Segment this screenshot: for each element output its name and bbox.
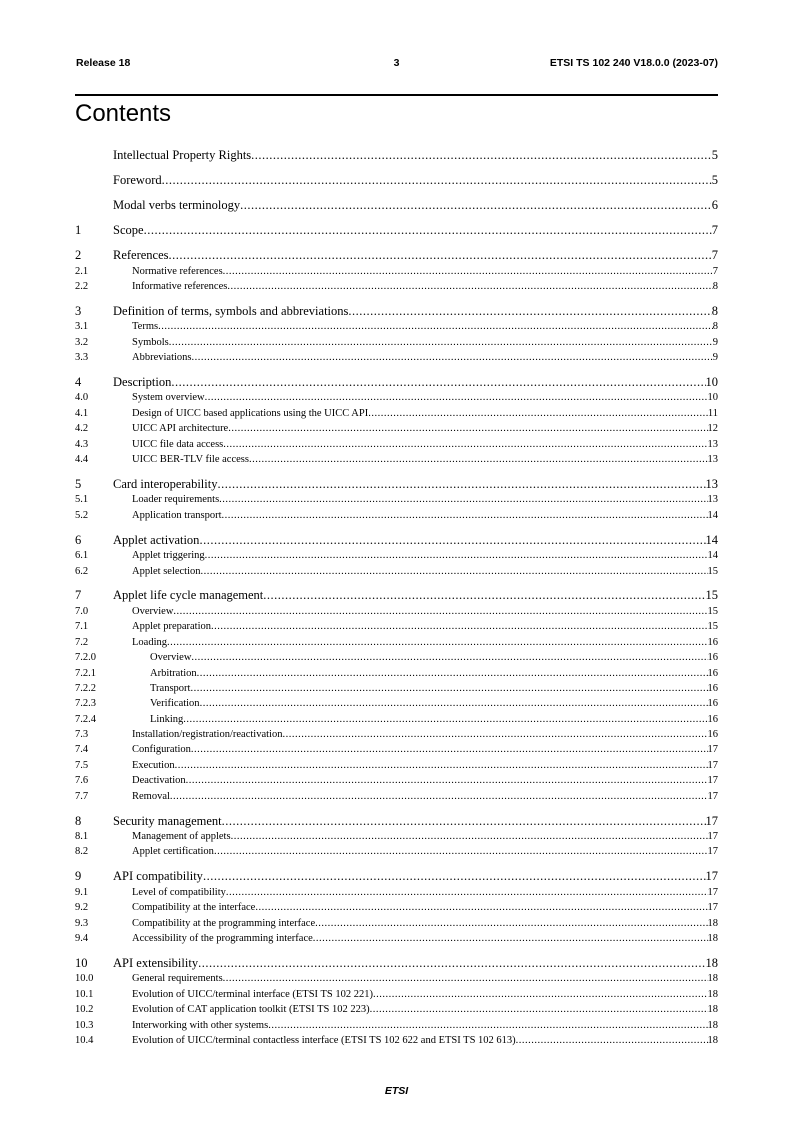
toc-dot-leader	[203, 869, 706, 885]
toc-entry-number: 1	[75, 223, 82, 237]
toc-entry-page: 15	[705, 588, 718, 603]
toc-entry-number: 2.2	[75, 280, 89, 292]
toc-entry-page: 15	[707, 565, 718, 577]
toc-entry-number: 7.6	[75, 775, 89, 787]
toc-entry-title: Loading	[132, 636, 167, 648]
toc-entry[interactable]	[75, 869, 718, 885]
toc-entry-number: 4.3	[75, 438, 89, 450]
toc-dot-leader	[282, 727, 707, 742]
toc-entry-title: Applet preparation	[132, 621, 212, 633]
toc-entry-number: 7.5	[75, 759, 89, 771]
toc-entry-number: 9.1	[75, 886, 89, 898]
toc-dot-leader	[175, 758, 708, 773]
toc-entry-title: Interworking with other systems	[132, 1019, 269, 1031]
toc-entry[interactable]	[75, 437, 718, 452]
toc-entry[interactable]	[75, 681, 718, 696]
toc-entry-title: Accessibility of the programming interface	[132, 933, 313, 944]
toc-dot-leader	[223, 264, 713, 279]
toc-entry-number: 7.3	[75, 729, 89, 741]
toc-entry-number: 9.2	[75, 902, 89, 914]
toc-entry-page: 18	[705, 955, 718, 970]
toc-dot-leader	[240, 198, 712, 214]
toc-entry-title: Verification	[150, 698, 200, 710]
toc-dot-leader	[199, 533, 705, 549]
toc-entry[interactable]	[75, 508, 718, 523]
toc-entry-number: 6.1	[75, 550, 89, 562]
toc-entry-number: 7.2	[75, 636, 89, 648]
toc-entry-number: 4.1	[75, 407, 89, 419]
toc-entry-title: Applet triggering	[132, 550, 205, 562]
toc-entry-number: 7.2.2	[75, 682, 96, 694]
toc-entry[interactable]	[75, 248, 718, 264]
toc-dot-leader	[516, 1033, 708, 1048]
toc-entry-number: 3.1	[75, 321, 89, 333]
toc-entry-page: 13	[707, 454, 718, 466]
toc-entry-number: 9	[75, 869, 82, 884]
toc-entry[interactable]	[75, 198, 718, 214]
toc-entry-page: 18	[707, 988, 718, 1000]
toc-entry-number: 3.3	[75, 352, 89, 364]
toc-entry[interactable]	[75, 335, 718, 350]
toc-entry[interactable]	[75, 548, 718, 563]
toc-entry-title: Configuration	[132, 744, 191, 756]
toc-entry-page: 14	[707, 509, 718, 521]
toc-entry-number: 10.3	[75, 1019, 94, 1031]
toc-entry-page: 17	[707, 790, 718, 802]
toc-entry-number: 4	[75, 374, 82, 389]
toc-entry-number: 7.0	[75, 605, 89, 617]
toc-entry[interactable]	[75, 304, 718, 320]
toc-entry[interactable]	[75, 264, 718, 279]
toc-dot-leader	[211, 619, 707, 634]
toc-entry-title: Execution	[132, 759, 175, 771]
toc-entry-page: 11	[707, 407, 718, 419]
toc-entry-title: Foreword	[113, 173, 162, 187]
toc-entry-number: 7	[75, 588, 82, 603]
toc-entry[interactable]	[75, 742, 718, 757]
toc-entry-page: 17	[707, 744, 718, 756]
toc-entry-title: Compatibility at the interface	[132, 902, 256, 914]
toc-entry-page: 9	[712, 352, 718, 364]
header-document-id: ETSI TS 102 240 V18.0.0 (2023-07)	[549, 57, 718, 69]
toc-entry-number: 9.4	[75, 933, 89, 944]
toc-dot-leader	[263, 588, 705, 604]
toc-dot-leader	[231, 829, 708, 844]
toc-dot-leader	[223, 437, 707, 452]
toc-entry[interactable]	[75, 492, 718, 507]
toc-entry[interactable]	[75, 844, 718, 859]
toc-entry-title: Symbols	[132, 336, 169, 348]
toc-entry-title: Arbitration	[150, 667, 197, 679]
toc-entry-title: Abbreviations	[132, 352, 192, 364]
toc-entry-page: 17	[707, 759, 718, 771]
toc-entry[interactable]	[75, 773, 718, 788]
toc-entry[interactable]	[75, 650, 718, 665]
toc-dot-leader	[191, 650, 707, 665]
toc-entry-title: Description	[113, 374, 172, 389]
toc-entry-title: Normative references	[132, 265, 223, 277]
toc-entry[interactable]	[75, 829, 718, 844]
toc-dot-leader	[200, 696, 708, 711]
toc-dot-leader	[170, 789, 708, 804]
toc-dot-leader	[223, 971, 708, 986]
toc-entry-title: Linking	[150, 713, 184, 725]
toc-dot-leader	[226, 885, 708, 900]
toc-entry-page: 18	[707, 973, 718, 985]
toc-entry-page: 16	[707, 652, 718, 664]
toc-entry[interactable]	[75, 1018, 718, 1033]
toc-entry[interactable]	[75, 696, 718, 711]
toc-entry-number: 10	[75, 955, 88, 970]
toc-dot-leader	[268, 1018, 707, 1033]
toc-entry-number: 7.2.0	[75, 652, 96, 664]
toc-dot-leader	[313, 931, 708, 946]
toc-entry-title: Design of UICC based applications using the UICC API	[132, 407, 369, 419]
toc-entry[interactable]	[75, 477, 718, 493]
toc-entry-title: Card interoperability	[113, 476, 218, 491]
toc-entry-number: 7.2.1	[75, 667, 96, 679]
toc-entry[interactable]	[75, 533, 718, 549]
toc-entry-page: 14	[707, 550, 718, 562]
toc-entry-number: 10.4	[75, 1034, 94, 1046]
page-title: Contents	[75, 100, 172, 127]
toc-entry[interactable]	[75, 712, 718, 727]
toc-dot-leader	[167, 635, 708, 650]
toc-dot-leader	[228, 421, 707, 436]
toc-entry[interactable]	[75, 406, 718, 421]
toc-dot-leader	[197, 666, 708, 681]
toc-dot-leader	[158, 319, 713, 334]
toc-entry-title: Evolution of UICC/terminal interface (ETSI TS 102 221)	[132, 988, 373, 1000]
toc-entry-number: 3	[75, 303, 82, 318]
toc-entry-number: 10.2	[75, 1004, 94, 1016]
toc-entry-page: 17	[707, 846, 718, 858]
toc-dot-leader	[227, 279, 712, 294]
toc-dot-leader	[169, 335, 713, 350]
toc-dot-leader	[217, 477, 705, 493]
toc-entry-page: 16	[707, 698, 718, 710]
toc-entry[interactable]	[75, 564, 718, 579]
toc-entry-title: API compatibility	[113, 869, 203, 884]
toc-entry-title: References	[113, 248, 169, 262]
toc-entry[interactable]	[75, 279, 718, 294]
toc-entry-title: Scope	[113, 223, 144, 237]
toc-entry-page: 18	[707, 933, 718, 944]
toc-entry-page: 16	[707, 682, 718, 694]
toc-entry-page: 13	[707, 494, 718, 506]
toc-entry-title: General requirements	[132, 973, 223, 985]
toc-entry-title: Transport	[150, 682, 191, 694]
toc-entry[interactable]	[75, 421, 718, 436]
toc-dot-leader	[191, 742, 708, 757]
toc-dot-leader	[368, 406, 708, 421]
toc-dot-leader	[201, 564, 708, 579]
toc-entry-title: Modal verbs terminology	[113, 198, 241, 212]
toc-entry-page: 13	[705, 476, 718, 491]
toc-entry-number: 5.1	[75, 494, 89, 506]
toc-entry[interactable]	[75, 1033, 718, 1048]
toc-entry-number: 2.1	[75, 265, 89, 277]
toc-entry[interactable]	[75, 758, 718, 773]
toc-entry[interactable]	[75, 604, 718, 619]
toc-entry-title: Overview	[150, 652, 192, 664]
toc-entry-page: 8	[711, 303, 718, 318]
toc-entry-title: Loader requirements	[132, 494, 220, 506]
toc-entry-page: 8	[712, 321, 718, 333]
toc-entry-number: 4.4	[75, 454, 89, 466]
toc-entry-number: 6	[75, 532, 82, 547]
toc-entry-number: 5	[75, 476, 82, 491]
toc-entry-number: 5.2	[75, 509, 89, 521]
toc-entry-page: 7	[711, 248, 718, 262]
toc-dot-leader	[162, 173, 712, 189]
toc-entry-number: 10.1	[75, 988, 94, 1000]
toc-entry-title: Deactivation	[132, 775, 186, 787]
toc-entry-page: 7	[712, 265, 718, 277]
toc-entry[interactable]	[75, 223, 718, 239]
toc-entry-title: UICC BER-TLV file access	[132, 454, 249, 466]
header-release: Release 18	[76, 57, 131, 69]
toc-entry-page: 16	[707, 729, 718, 741]
toc-entry[interactable]	[75, 789, 718, 804]
toc-entry-title: Evolution of CAT application toolkit (ETSI TS 102 223)	[132, 1004, 370, 1016]
toc-entry-number: 8.2	[75, 846, 89, 858]
toc-entry[interactable]	[75, 635, 718, 650]
toc-entry-title: Intellectual Property Rights	[113, 148, 252, 162]
toc-dot-leader	[249, 452, 708, 467]
toc-dot-leader	[186, 773, 708, 788]
toc-entry[interactable]	[75, 173, 718, 189]
toc-entry[interactable]	[75, 375, 718, 391]
toc-entry-title: Applet selection	[132, 565, 201, 577]
toc-entry-title: Applet activation	[113, 532, 200, 547]
toc-entry-page: 17	[705, 869, 718, 884]
toc-dot-leader	[173, 604, 707, 619]
toc-entry-title: API extensibility	[113, 955, 199, 970]
toc-dot-leader	[315, 916, 707, 931]
toc-entry-title: Overview	[132, 605, 174, 617]
toc-entry[interactable]	[75, 987, 718, 1002]
toc-entry-page: 18	[707, 1004, 718, 1016]
header-rule	[75, 94, 718, 96]
toc-entry-title: UICC file data access	[132, 438, 224, 450]
toc-dot-leader	[214, 844, 708, 859]
toc-entry-number: 4.2	[75, 423, 89, 435]
toc-entry-title: Application transport	[132, 509, 222, 521]
toc-entry[interactable]	[75, 148, 718, 164]
toc-dot-leader	[348, 304, 711, 320]
toc-dot-leader	[205, 548, 708, 563]
toc-entry-title: Evolution of UICC/terminal contactless interface (ETSI TS 102 622 and ETSI TS 102 613)	[132, 1034, 516, 1046]
toc-entry-page: 13	[707, 438, 718, 450]
toc-entry-title: Installation/registration/reactivation	[132, 729, 283, 741]
toc-entry-page: 17	[707, 831, 718, 843]
toc-entry-page: 15	[707, 621, 718, 633]
toc-entry-number: 9.3	[75, 917, 89, 929]
toc-entry-number: 3.2	[75, 336, 89, 348]
toc-dot-leader	[222, 508, 708, 523]
toc-entry[interactable]	[75, 1002, 718, 1017]
toc-entry[interactable]	[75, 350, 718, 365]
toc-entry-title: Definition of terms, symbols and abbreviations	[113, 303, 349, 318]
toc-entry[interactable]	[75, 619, 718, 634]
toc-entry-number: 8.1	[75, 831, 89, 843]
toc-entry[interactable]	[75, 319, 718, 334]
toc-entry-page: 7	[711, 223, 718, 237]
toc-entry-page: 17	[707, 775, 718, 787]
toc-entry-page: 10	[705, 374, 718, 389]
toc-entry-title: UICC API architecture	[132, 423, 229, 435]
toc-entry-number: 7.1	[75, 621, 89, 633]
toc-dot-leader	[144, 223, 712, 239]
toc-entry-page: 9	[712, 336, 718, 348]
toc-dot-leader	[370, 1002, 708, 1017]
toc-dot-leader	[205, 390, 708, 405]
toc-entry[interactable]	[75, 666, 718, 681]
toc-entry-number: 7.2.4	[75, 713, 96, 725]
toc-entry-title: Compatibility at the programming interface	[132, 917, 316, 929]
toc-entry-page: 10	[707, 392, 718, 404]
toc-entry-page: 18	[707, 1034, 718, 1046]
toc-entry-page: 17	[705, 813, 718, 828]
toc-entry-page: 5	[711, 148, 718, 162]
toc-entry-title: Management of applets	[132, 831, 231, 843]
toc-entry[interactable]	[75, 956, 718, 972]
toc-entry-page: 18	[707, 917, 718, 929]
toc-entry-title: Level of compatibility	[132, 886, 226, 898]
toc-entry-number: 4.0	[75, 392, 89, 404]
toc-dot-leader	[198, 956, 705, 972]
toc-entry[interactable]	[75, 588, 718, 604]
toc-entry-title: System overview	[132, 392, 205, 404]
toc-entry-page: 14	[705, 532, 718, 547]
toc-dot-leader	[251, 148, 712, 164]
toc-entry-page: 12	[707, 423, 718, 435]
toc-dot-leader	[255, 900, 707, 915]
toc-dot-leader	[183, 712, 707, 727]
toc-entry-title: Removal	[132, 790, 170, 802]
toc-dot-leader	[373, 987, 708, 1002]
toc-entry-number: 8	[75, 813, 82, 828]
toc-entry-page: 8	[712, 280, 718, 292]
toc-entry[interactable]	[75, 971, 718, 986]
toc-entry-page: 5	[711, 173, 718, 187]
toc-entry-page: 16	[707, 636, 718, 648]
toc-entry[interactable]	[75, 452, 718, 467]
toc-entry-page: 16	[707, 713, 718, 725]
toc-entry[interactable]	[75, 900, 718, 915]
toc-entry-title: Informative references	[132, 280, 228, 292]
toc-entry-number: 7.4	[75, 744, 89, 756]
toc-entry-number: 2	[75, 248, 82, 262]
toc-entry[interactable]	[75, 390, 718, 405]
toc-entry-title: Applet certification	[132, 846, 214, 858]
toc-entry-number: 10.0	[75, 973, 94, 985]
toc-entry-number: 7.2.3	[75, 698, 96, 710]
toc-dot-leader	[190, 681, 707, 696]
toc-entry-number: 6.2	[75, 565, 89, 577]
toc-dot-leader	[171, 375, 705, 391]
toc-entry[interactable]	[75, 916, 718, 931]
toc-entry[interactable]	[75, 814, 718, 830]
footer-etsi: ETSI	[384, 1085, 409, 1097]
toc-entry[interactable]	[75, 885, 718, 900]
toc-entry-number: 7.7	[75, 790, 89, 802]
header-page-number: 3	[393, 57, 400, 69]
toc-entry-page: 16	[707, 667, 718, 679]
toc-entry-title: Security management	[113, 813, 222, 828]
toc-entry-page: 6	[711, 198, 718, 212]
toc-entry-title: Applet life cycle management	[113, 588, 264, 603]
table-of-contents	[75, 148, 718, 1048]
toc-entry-page: 17	[707, 902, 718, 914]
toc-entry[interactable]	[75, 727, 718, 742]
toc-entry-page: 15	[707, 605, 718, 617]
toc-entry-page: 17	[707, 886, 718, 898]
toc-dot-leader	[222, 814, 706, 830]
toc-dot-leader	[192, 350, 713, 365]
toc-entry-page: 18	[707, 1019, 718, 1031]
toc-entry-title: Terms	[132, 321, 159, 333]
toc-entry[interactable]	[75, 931, 718, 946]
toc-dot-leader	[169, 248, 712, 264]
toc-dot-leader	[219, 492, 707, 507]
